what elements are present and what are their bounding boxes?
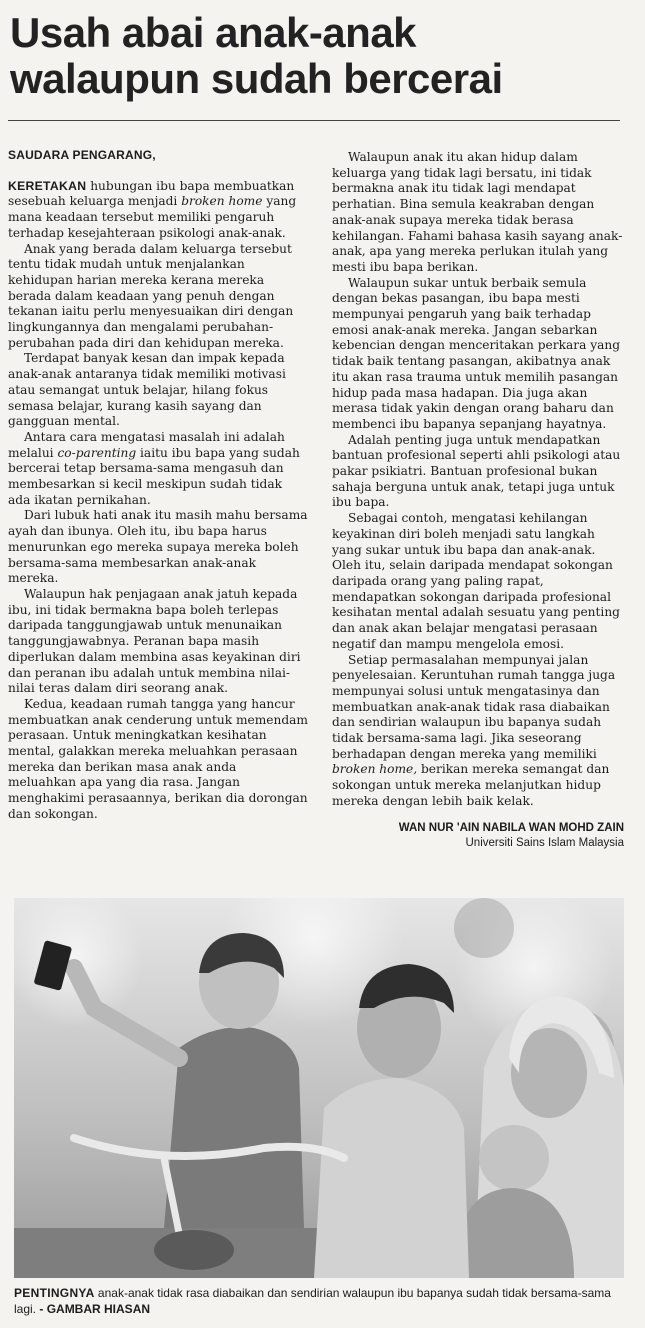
- emphasis-text: broken home,: [332, 762, 418, 777]
- headline: [10, 10, 630, 102]
- author-name: WAN NUR 'AIN NABILA WAN MOHD ZAIN: [398, 821, 624, 834]
- caption-lead: PENTINGNYA: [14, 1286, 95, 1300]
- family-photo: [14, 898, 624, 1278]
- paragraph-text: Setiap permasalahan mempunyai jalan penyelesaian. Keruntuhan rumah tangga juga mempunyai solusi untuk mengatasinya dan membuatkan anak-anak tidak rasa diabaikan dan sendirian walaupun ibu bapanya sudah tidak bersama-sama lagi. Jika seseorang berhadapan dengan mereka yang memiliki: [332, 652, 616, 761]
- right-column: [332, 150, 624, 851]
- byline: [332, 820, 624, 851]
- headline-line-1: Usah abai anak-anak: [10, 9, 417, 56]
- paragraph: Walaupun hak penjagaan anak jatuh kepada ibu, ini tidak bermakna bapa boleh terlepas daripada tanggungjawab untuk menunaikan tanggungjawabnya. Peranan bapa masih diperlukan dalam membina asas keyakinan diri dan peranan ibu adalah untuk membina nilai-nilai teras dalam diri seorang anak.: [8, 586, 301, 696]
- author-affiliation: Universiti Sains Islam Malaysia: [465, 836, 624, 849]
- paragraph: Sebagai contoh, mengatasi kehilangan keyakinan diri boleh menjadi satu langkah yang sukar untuk ibu bapa dan anak-anak. Oleh itu, selain daripada mendapat sokongan daripada orang yang paling rapat, mendapatkan sokongan daripada profesional kesihatan mental adalah sesuatu yang penting dan anak akan belajar mengatasi perasaan negatif dan mampu mengelola emosi.: [332, 511, 620, 651]
- caption-text: anak-anak tidak rasa diabaikan dan sendirian walaupun ibu bapanya sudah tidak bersama-sama lagi.: [14, 1286, 611, 1316]
- drop-lead-word: KERETAKAN: [8, 178, 87, 193]
- paragraph-text: iaitu ibu bapa yang sudah bercerai tetap bersama-sama mengasuh dan membesarkan si kecil meskipun sudah tidak ada ikatan pernikahan.: [8, 445, 300, 507]
- paragraph: Dari lubuk hati anak itu masih mahu bersama ayah dan ibunya. Oleh itu, ibu bapa harus menurunkan ego mereka supaya mereka boleh bersama-sama membesarkan anak-anak mereka.: [8, 508, 308, 586]
- paragraph: Walaupun anak itu akan hidup dalam keluarga yang tidak lagi bersatu, ini tidak bermakna anak itu tidak lagi mendapat perhatian. Bina semula keakraban dengan anak-anak supaya mereka tidak berasa kehilangan. Fahami bahasa kasih sayang anak-anak, apa yang mereka perlukan itulah yang mesti ibu bapa berikan.: [332, 150, 623, 274]
- paragraph: Terdapat banyak kesan dan impak kepada anak-anak antaranya tidak memiliki motivasi atau semangat untuk belajar, hilang fokus semasa belajar, kurang kasih sayang dan gangguan mental.: [8, 351, 286, 429]
- emphasis-text: broken home: [181, 194, 263, 209]
- salutation: SAUDARA PENGARANG,: [8, 148, 156, 162]
- paragraph: Anak yang berada dalam keluarga tersebut tentu tidak mudah untuk menjalankan kehidupan harian mereka kerana mereka berada dalam keadaan yang penuh dengan tekanan iaitu perlu menyesuaikan diri dengan lingkungannya dan mengalami perubahan-perubahan pada diri dan kehidupan mereka.: [8, 241, 294, 350]
- paragraph: [8, 430, 308, 509]
- headline-line-2: walaupun sudah bercerai: [10, 55, 503, 102]
- paragraph: Walaupun sukar untuk berbaik semula dengan bekas pasangan, ibu bapa mesti mempunyai pengaruh yang baik terhadap emosi anak-anak mereka. Jangan sebarkan kebencian dengan menceritakan perkara yang tidak baik tentang pasangan, akibatnya anak itu akan rasa trauma untuk memilih pasangan hidup pada masa hadapan. Dia juga akan merasa tidak yakin dengan orang baharu dan membenci ibu bapanya sepanjang hayatnya.: [332, 275, 621, 431]
- caption-credit: - GAMBAR HIASAN: [39, 1302, 151, 1316]
- photo-caption: [14, 1285, 624, 1317]
- paragraph-text: berikan mereka semangat dan sokongan untuk mereka melanjutkan hidup mereka dengan lebih baik kelak.: [332, 762, 610, 808]
- emphasis-text: co-parenting: [57, 445, 137, 460]
- family-photo-illustration: [14, 898, 624, 1278]
- paragraph-text: yang mana keadaan tersebut memiliki pengaruh terhadap kesejahteraan psikologi anak-anak.: [8, 194, 297, 240]
- paragraph-text: hubungan ibu bapa membuatkan sesebuah keluarga menjadi: [8, 178, 295, 209]
- paragraph: Adalah penting juga untuk mendapatkan bantuan profesional seperti ahli psikologi atau pakar psikiatri. Bantuan profesional bukan sahaja berguna untuk anak, tetapi juga untuk ibu bapa.: [332, 432, 621, 510]
- headline-divider: [8, 120, 620, 121]
- paragraph: Kedua, keadaan rumah tangga yang hancur membuatkan anak cenderung untuk memendam perasaan. Untuk meningkatkan kesihatan mental, galakkan mereka meluahkan perasaan mereka dan berikan masa anak anda meluahkan apa yang dia rasa. Jangan menghakimi perasaannya, berikan dia dorongan dan sokongan.: [8, 696, 308, 821]
- paragraph: [8, 179, 308, 242]
- left-column: [8, 148, 308, 823]
- paragraph: [332, 653, 624, 810]
- paragraph-text: Antara cara mengatasi masalah ini adalah melalui: [8, 429, 285, 460]
